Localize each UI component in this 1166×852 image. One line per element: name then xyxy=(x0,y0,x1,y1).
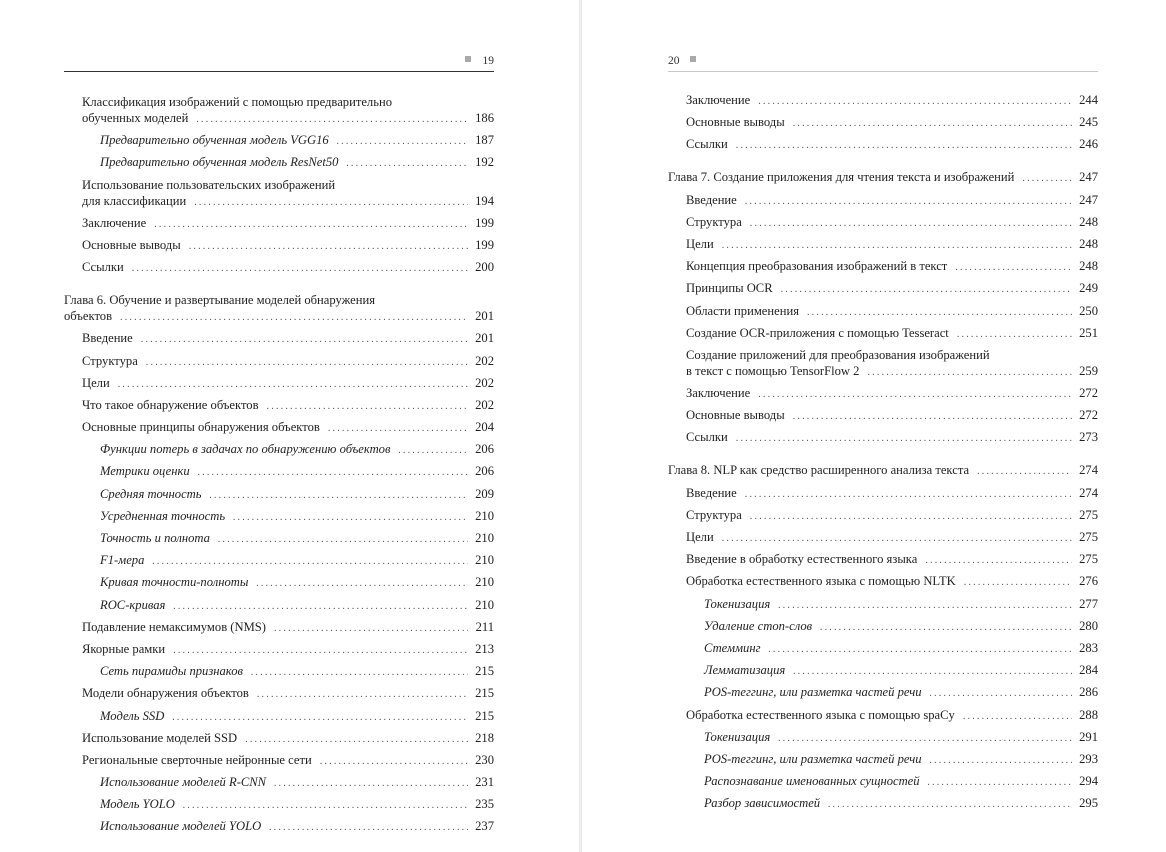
toc-entry xyxy=(64,818,494,836)
toc-entry-page: 206 xyxy=(475,464,494,479)
dot-leader xyxy=(154,217,468,233)
toc-entry xyxy=(668,485,1098,503)
toc-entry-page: 199 xyxy=(475,237,494,252)
toc-entry xyxy=(64,132,494,150)
dot-leader xyxy=(750,509,1072,525)
toc-entry-title: Стемминг xyxy=(704,640,761,655)
toc-entry-title: Заключение xyxy=(686,386,751,401)
toc-entry-page: 275 xyxy=(1079,552,1098,567)
dot-leader xyxy=(778,598,1072,614)
toc-entry xyxy=(64,463,494,481)
toc-entry xyxy=(64,685,494,703)
toc-entry-title: Подавление немаксимумов (NMS) xyxy=(82,619,266,634)
toc-entry xyxy=(668,236,1098,254)
toc-entry-page: 283 xyxy=(1079,640,1098,655)
dot-leader xyxy=(183,798,468,814)
dot-leader xyxy=(256,576,468,592)
toc-entry xyxy=(668,92,1098,110)
toc-entry-page: 245 xyxy=(1079,115,1098,130)
dot-leader xyxy=(955,260,1072,276)
toc-entry-title: Якорные рамки xyxy=(82,641,166,656)
toc-entry xyxy=(64,574,494,592)
toc-entry-title: Основные принципы обнаружения объектов xyxy=(82,420,320,435)
toc-entry-title: Глава 7. Создание приложения для чтения текста и изображений xyxy=(668,170,1015,185)
dot-leader xyxy=(768,642,1072,658)
toc-entry-page: 194 xyxy=(475,193,494,208)
toc-entry-title: Основные выводы xyxy=(686,115,785,130)
dot-leader xyxy=(274,621,468,637)
toc-entry-page: 274 xyxy=(1079,463,1098,478)
toc-entry xyxy=(64,552,494,570)
dot-leader xyxy=(141,332,468,348)
toc-entry-page: 247 xyxy=(1079,170,1098,185)
toc-entry xyxy=(668,751,1098,769)
dot-leader xyxy=(189,239,468,255)
toc-entry-page: 210 xyxy=(475,508,494,523)
toc-entry-title: Модель SSD xyxy=(100,708,165,723)
toc-entry-page: 288 xyxy=(1079,707,1098,722)
toc-entry-page: 215 xyxy=(475,708,494,723)
toc-entry xyxy=(668,192,1098,210)
dot-leader xyxy=(793,664,1072,680)
dot-leader xyxy=(793,116,1072,132)
dot-leader xyxy=(218,532,468,548)
toc-entry xyxy=(64,641,494,659)
toc-entry xyxy=(64,215,494,233)
toc-entry xyxy=(64,237,494,255)
toc-entry-page: 273 xyxy=(1079,430,1098,445)
toc-entry-title: Кривая точности-полноты xyxy=(100,575,249,590)
dot-leader xyxy=(963,709,1072,725)
toc-entry-page: 244 xyxy=(1079,93,1098,107)
toc-entry xyxy=(668,773,1098,791)
toc-entry-title: Ссылки xyxy=(82,260,124,275)
toc-entry-title: Усредненная точность xyxy=(100,508,226,523)
toc-entry-page: 275 xyxy=(1079,530,1098,544)
dot-leader xyxy=(173,643,468,659)
toc-entry-page: 248 xyxy=(1079,214,1098,229)
toc-entry-title: Токенизация xyxy=(704,596,771,611)
toc-entry xyxy=(64,94,494,128)
toc-entry-page: 259 xyxy=(1079,363,1098,378)
toc-entry-page: 202 xyxy=(475,397,494,412)
toc-entry xyxy=(64,441,494,459)
toc-entry-title: Принципы OCR xyxy=(686,281,773,296)
toc-entry-title: Использование моделей YOLO xyxy=(100,819,262,834)
dot-leader xyxy=(172,710,468,726)
toc-entry-page: 284 xyxy=(1079,663,1098,678)
toc-entry xyxy=(668,551,1098,569)
toc-entry-title: Распознавание именованных сущностей xyxy=(704,774,920,789)
toc-entry xyxy=(668,529,1098,547)
toc-entry xyxy=(64,663,494,681)
toc-entry xyxy=(668,684,1098,702)
toc-entry-page: 201 xyxy=(475,309,494,324)
toc-entry-title: Введение в обработку естественного языка xyxy=(686,552,918,567)
toc-entry-page: 202 xyxy=(475,353,494,368)
toc-entry xyxy=(668,114,1098,132)
table-of-contents xyxy=(64,94,494,841)
header-rule xyxy=(668,71,1098,72)
dot-leader xyxy=(245,732,468,748)
toc-entry-title: обученных моделей xyxy=(82,111,189,125)
dot-leader xyxy=(930,753,1072,769)
toc-entry xyxy=(668,618,1098,636)
toc-entry xyxy=(64,154,494,172)
left-page-header xyxy=(64,55,494,71)
toc-entry-page: 280 xyxy=(1079,618,1098,633)
toc-entry xyxy=(668,347,1098,381)
toc-entry-title: Разбор зависимостей xyxy=(704,796,821,811)
toc-entry xyxy=(64,508,494,526)
toc-entry-page: 235 xyxy=(475,797,494,812)
toc-entry-title: Заключение xyxy=(82,215,147,230)
right-page xyxy=(582,0,1166,852)
toc-entry-page: 218 xyxy=(475,730,494,745)
toc-entry-page: 186 xyxy=(475,111,494,125)
toc-entry xyxy=(64,397,494,415)
dot-leader xyxy=(793,409,1072,425)
toc-entry xyxy=(668,407,1098,425)
toc-entry-title: объектов xyxy=(64,309,113,324)
toc-entry xyxy=(64,177,494,211)
table-of-contents xyxy=(668,92,1098,817)
toc-entry-title: Токенизация xyxy=(704,729,771,744)
toc-entry-page: 204 xyxy=(475,420,494,435)
toc-entry-page: 231 xyxy=(475,775,494,790)
toc-entry-title: F1-мера xyxy=(100,553,145,568)
toc-entry xyxy=(668,136,1098,154)
dot-leader xyxy=(928,775,1072,791)
page-number: 19 xyxy=(482,55,494,67)
toc-entry-page: 291 xyxy=(1079,729,1098,744)
dot-leader xyxy=(964,575,1072,591)
toc-entry-page: 277 xyxy=(1079,596,1098,611)
toc-entry-title: Метрики оценки xyxy=(100,464,190,479)
dot-leader xyxy=(925,553,1072,569)
dot-leader xyxy=(736,138,1072,154)
toc-entry xyxy=(668,596,1098,614)
toc-entry-page: 201 xyxy=(475,331,494,346)
toc-entry-title: Ссылки xyxy=(686,137,728,152)
dot-leader xyxy=(930,686,1072,702)
toc-entry xyxy=(668,303,1098,321)
toc-entry-title: Предварительно обученная модель VGG16 xyxy=(100,133,329,148)
toc-entry xyxy=(668,507,1098,525)
toc-entry-page: 272 xyxy=(1079,408,1098,423)
dot-leader xyxy=(867,365,1072,381)
toc-entry-page: 250 xyxy=(1079,303,1098,318)
dot-leader xyxy=(758,94,1072,110)
toc-entry-title: Лемматизация xyxy=(704,663,786,678)
toc-entry-page: 206 xyxy=(475,442,494,457)
toc-entry xyxy=(668,795,1098,813)
toc-entry xyxy=(668,258,1098,276)
dot-leader xyxy=(977,464,1072,480)
toc-entry-title-line: Использование пользовательских изображений xyxy=(82,177,336,192)
toc-entry-title: Области применения xyxy=(686,303,799,318)
toc-entry-title: для классификации xyxy=(82,193,187,208)
dot-leader xyxy=(828,797,1072,813)
toc-entry-page: 210 xyxy=(475,575,494,590)
dot-leader xyxy=(722,238,1072,254)
toc-entry-title: POS-теггинг, или разметка частей речи xyxy=(704,751,922,766)
toc-entry-title: Цели xyxy=(686,236,714,251)
toc-entry xyxy=(64,353,494,371)
toc-entry-title: POS-теггинг, или разметка частей речи xyxy=(704,685,922,700)
toc-entry xyxy=(64,708,494,726)
dot-leader xyxy=(120,310,468,326)
toc-entry-page: 210 xyxy=(475,531,494,545)
toc-entry-title: Введение xyxy=(686,192,737,207)
toc-entry xyxy=(64,730,494,748)
dot-leader xyxy=(274,776,468,792)
dot-leader xyxy=(758,387,1072,403)
square-marker-icon xyxy=(465,56,471,62)
toc-entry-title: Средняя точность xyxy=(100,486,202,501)
dot-leader xyxy=(196,112,468,128)
toc-entry-title: Использование моделей R-CNN xyxy=(100,775,267,790)
toc-entry-title: Функции потерь в задачах по обнаружению объектов xyxy=(100,442,391,457)
left-page xyxy=(0,0,580,852)
dot-leader xyxy=(745,487,1072,503)
toc-entry-page: 272 xyxy=(1079,386,1098,401)
toc-entry xyxy=(64,774,494,792)
toc-entry-page: 187 xyxy=(475,133,494,148)
dot-leader xyxy=(398,443,468,459)
toc-entry xyxy=(668,707,1098,725)
toc-entry-title: Ссылки xyxy=(686,430,728,445)
toc-entry-title: Цели xyxy=(82,375,110,390)
toc-entry-title: Структура xyxy=(82,353,138,368)
toc-entry-title: Основные выводы xyxy=(82,237,181,252)
toc-entry-title: Региональные сверточные нейронные сети xyxy=(82,752,312,767)
dot-leader xyxy=(194,195,468,211)
toc-entry xyxy=(668,385,1098,403)
toc-entry xyxy=(668,662,1098,680)
toc-entry xyxy=(64,259,494,277)
toc-entry xyxy=(668,325,1098,343)
dot-leader xyxy=(320,754,468,770)
dot-leader xyxy=(778,731,1072,747)
dot-leader xyxy=(173,599,468,615)
toc-entry xyxy=(668,429,1098,447)
toc-entry-page: 251 xyxy=(1079,325,1098,340)
dot-leader xyxy=(781,282,1072,298)
toc-entry xyxy=(64,597,494,615)
toc-entry-title: Структура xyxy=(686,214,742,229)
toc-entry xyxy=(64,419,494,437)
toc-entry-title-line: Классификация изображений с помощью предварительно xyxy=(82,95,392,109)
dot-leader xyxy=(745,194,1072,210)
dot-leader xyxy=(251,665,468,681)
right-page-header xyxy=(668,55,1098,71)
toc-entry-page: 200 xyxy=(475,260,494,275)
toc-entry-page: 275 xyxy=(1079,507,1098,522)
toc-entry xyxy=(64,530,494,548)
dot-leader xyxy=(209,488,468,504)
dot-leader xyxy=(722,531,1072,547)
toc-chapter-entry xyxy=(668,462,1098,480)
dot-leader xyxy=(132,261,468,277)
toc-entry-page: 295 xyxy=(1079,796,1098,811)
toc-entry-title-line: Глава 6. Обучение и развертывание моделей обнаружения xyxy=(64,293,376,308)
toc-entry-title-line: Создание приложений для преобразования изображений xyxy=(686,347,990,362)
toc-entry-page: 274 xyxy=(1079,485,1098,500)
toc-entry-title: Цели xyxy=(686,530,714,544)
toc-entry-page: 249 xyxy=(1079,281,1098,296)
toc-entry xyxy=(64,796,494,814)
toc-entry-title: Основные выводы xyxy=(686,408,785,423)
toc-entry-page: 215 xyxy=(475,664,494,679)
header-rule xyxy=(64,71,494,72)
dot-leader xyxy=(346,156,468,172)
dot-leader xyxy=(337,134,468,150)
dot-leader xyxy=(152,554,468,570)
toc-entry-title: Заключение xyxy=(686,93,751,107)
toc-entry-title: Удаление стоп-слов xyxy=(704,618,813,633)
toc-entry-title: в текст с помощью TensorFlow 2 xyxy=(686,363,860,378)
dot-leader xyxy=(807,305,1072,321)
toc-entry xyxy=(64,619,494,637)
square-marker-icon xyxy=(690,56,696,62)
toc-entry-page: 276 xyxy=(1079,574,1098,589)
toc-entry xyxy=(668,640,1098,658)
toc-entry-page: 294 xyxy=(1079,774,1098,789)
dot-leader xyxy=(957,327,1072,343)
toc-entry-page: 237 xyxy=(475,819,494,834)
toc-entry-page: 209 xyxy=(475,486,494,501)
toc-entry-title: Концепция преобразования изображений в текст xyxy=(686,259,948,274)
toc-entry-title: Использование моделей SSD xyxy=(82,730,238,745)
toc-entry xyxy=(668,729,1098,747)
toc-entry xyxy=(668,214,1098,232)
dot-leader xyxy=(269,820,468,836)
toc-chapter-entry xyxy=(64,292,494,326)
toc-entry-title: Что такое обнаружение объектов xyxy=(82,397,259,412)
dot-leader xyxy=(267,399,468,415)
dot-leader xyxy=(820,620,1072,636)
toc-entry-page: 210 xyxy=(475,597,494,612)
toc-entry xyxy=(64,486,494,504)
toc-entry-title: Глава 8. NLP как средство расширенного анализа текста xyxy=(668,463,970,478)
page-number: 20 xyxy=(668,55,680,67)
toc-entry-title: Модели обнаружения объектов xyxy=(82,686,249,701)
toc-entry-page: 210 xyxy=(475,553,494,568)
toc-entry-title: Введение xyxy=(686,485,737,500)
toc-entry xyxy=(64,752,494,770)
toc-entry-page: 247 xyxy=(1079,192,1098,207)
toc-entry-page: 230 xyxy=(475,752,494,767)
dot-leader xyxy=(1022,171,1072,187)
toc-entry-title: Предварительно обученная модель ResNet50 xyxy=(100,155,339,170)
toc-entry xyxy=(64,330,494,348)
toc-entry-page: 202 xyxy=(475,375,494,390)
toc-entry-title: Точность и полнота xyxy=(100,531,210,545)
dot-leader xyxy=(328,421,468,437)
toc-entry-page: 199 xyxy=(475,215,494,230)
toc-entry-page: 192 xyxy=(475,155,494,170)
dot-leader xyxy=(750,216,1072,232)
toc-entry-title: Введение xyxy=(82,331,133,346)
toc-entry-page: 213 xyxy=(475,641,494,656)
dot-leader xyxy=(257,687,468,703)
dot-leader xyxy=(233,510,468,526)
toc-entry xyxy=(668,573,1098,591)
toc-entry-title: Структура xyxy=(686,507,742,522)
toc-entry-title: Обработка естественного языка с помощью NLTK xyxy=(686,574,956,589)
toc-entry-page: 286 xyxy=(1079,685,1098,700)
toc-entry-title: Сеть пирамиды признаков xyxy=(100,664,243,679)
toc-entry xyxy=(668,280,1098,298)
toc-entry-title: Создание OCR-приложения с помощью Tesseract xyxy=(686,325,949,340)
toc-entry xyxy=(64,375,494,393)
toc-entry-page: 215 xyxy=(475,686,494,701)
toc-entry-page: 211 xyxy=(475,619,494,634)
dot-leader xyxy=(118,377,468,393)
toc-entry-title: Обработка естественного языка с помощью spaCy xyxy=(686,707,955,722)
toc-entry-page: 293 xyxy=(1079,751,1098,766)
toc-chapter-entry xyxy=(668,169,1098,187)
toc-entry-page: 246 xyxy=(1079,137,1098,152)
dot-leader xyxy=(736,431,1072,447)
toc-entry-title: Модель YOLO xyxy=(100,797,175,812)
dot-leader xyxy=(146,355,468,371)
toc-entry-title: ROC-кривая xyxy=(100,597,166,612)
toc-entry-page: 248 xyxy=(1079,259,1098,274)
dot-leader xyxy=(198,465,468,481)
toc-entry-page: 248 xyxy=(1079,236,1098,251)
